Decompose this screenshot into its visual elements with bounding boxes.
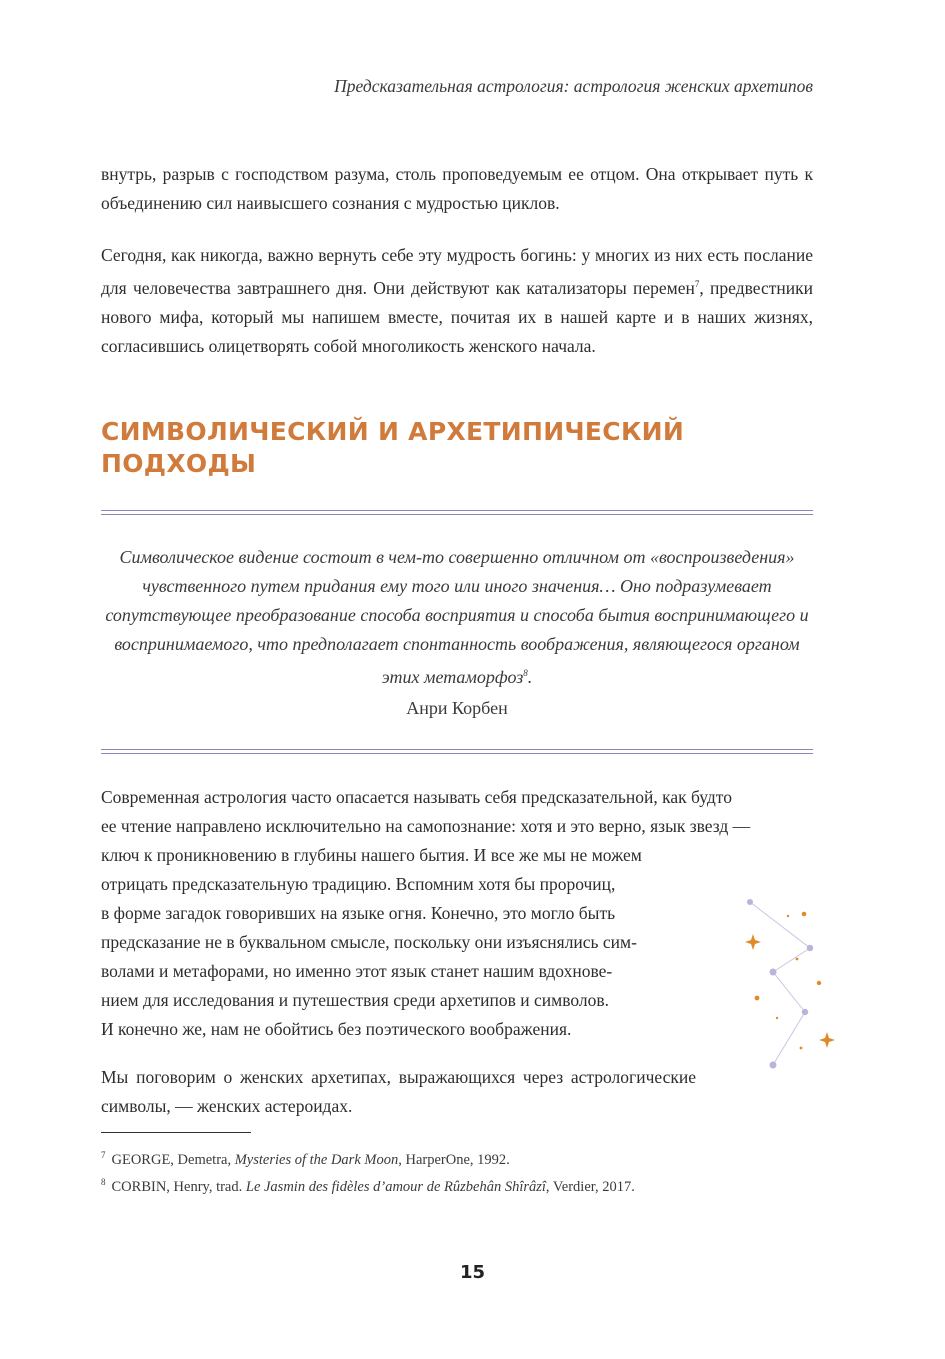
paragraph-3-line: ее чтение направлено исключительно на самопознание: хотя и это верно, язык звезд —	[101, 816, 751, 836]
page-number: 15	[459, 1262, 486, 1283]
running-header: Предсказательная астрология: астрология женских архетипов	[334, 76, 813, 96]
footnote-ref-8[interactable]: 8	[523, 668, 528, 678]
footnote-8	[101, 1177, 635, 1196]
paragraph-3-line: И конечно же, нам не обойтись без поэтического воображения.	[101, 1019, 572, 1039]
quote-rule-top	[101, 510, 813, 515]
paragraph-3-line: нием для исследования и путешествия среди архетипов и символов.	[101, 990, 609, 1010]
footnote-title: Le Jasmin des fidèles d’amour de Rûzbehân Shîrâzî	[245, 1178, 546, 1195]
paragraph-3-line: Современная астрология часто опасается называть себя предсказательной, как будто	[101, 787, 732, 807]
paragraph-2-part-b: , предвестники нового мифа, который мы напишем вместе, почитая их в нашей карте и в наших жизнях, согласившись олицетворять собой многоликость женского начала.	[101, 277, 813, 356]
footnote-author: CORBIN, Henry, trad.	[111, 1178, 246, 1195]
quote-end: .	[527, 667, 533, 687]
footnote-ref-7[interactable]: 7	[694, 279, 700, 289]
paragraph-3	[101, 783, 813, 1044]
footnote-number: 7	[101, 1150, 106, 1160]
footnote-rest: , HarperOne, 1992.	[398, 1151, 510, 1168]
paragraph-2	[101, 241, 813, 361]
paragraph-3-line: ключ к проникновению в глубины нашего бытия. И все же мы не можем	[101, 845, 642, 865]
footnote-7	[101, 1150, 510, 1169]
quote-text: Символическое видение состоит в чем-то совершенно отличном от «воспроизведения» чувственного путем придания ему того или иного значения… Оно подразумевает сопутствующее преобразование способа восприятия и способа бытия воспринимающего и воспринимаемого, что предполагает спонтанность воображения, являющегося органом этих метаморфоз	[105, 547, 809, 687]
paragraph-1: внутрь, разрыв с господством разума, столь проповедуемым ее отцом. Она открывает путь к объединению сил наивысшего сознания с мудростью циклов.	[101, 164, 813, 213]
paragraph-2-part-a: Сегодня, как никогда, важно вернуть себе эту мудрость богинь: у многих из них есть послание для человечества завтрашнего дня. Они действуют как катализаторы перемен	[101, 245, 813, 298]
paragraph-3-line: предсказание не в буквальном смысле, поскольку они изъяснялись сим-	[101, 932, 637, 952]
paragraph-3-line: отрицать предсказательную традицию. Вспомним хотя бы пророчиц,	[101, 874, 616, 894]
section-heading-line-2: ПОДХОДЫ	[101, 449, 257, 478]
epigraph-quote	[101, 543, 813, 692]
lilac-stars	[747, 899, 813, 1069]
section-heading-line-1: СИМВОЛИЧЕСКИЙ И АРХЕТИПИЧЕСКИЙ	[101, 417, 685, 446]
paragraph-3-line: в форме загадок говоривших на языке огня. Конечно, это могло быть	[101, 903, 616, 923]
star-icon	[819, 1032, 835, 1048]
quote-rule-bottom	[101, 749, 813, 754]
section-heading	[101, 416, 813, 480]
footnote-author: GEORGE, Demetra,	[111, 1151, 235, 1168]
quote-author: Анри Корбен	[406, 698, 508, 718]
star-icon	[745, 934, 761, 950]
paragraph-4: Мы поговорим о женских архетипах, выражающихся через астрологические символы, — женских астероидах.	[101, 1067, 696, 1116]
footnote-rest: , Verdier, 2017.	[545, 1178, 635, 1195]
paragraph-3-line: волами и метафорами, но именно этот язык станет нашим вдохнове-	[101, 961, 613, 981]
footnote-number: 8	[101, 1177, 106, 1187]
footnote-title: Mysteries of the Dark Moon	[234, 1151, 399, 1168]
constellation-illustration	[735, 890, 845, 1080]
constellation-lines	[750, 902, 810, 1065]
footnote-divider	[101, 1132, 251, 1133]
